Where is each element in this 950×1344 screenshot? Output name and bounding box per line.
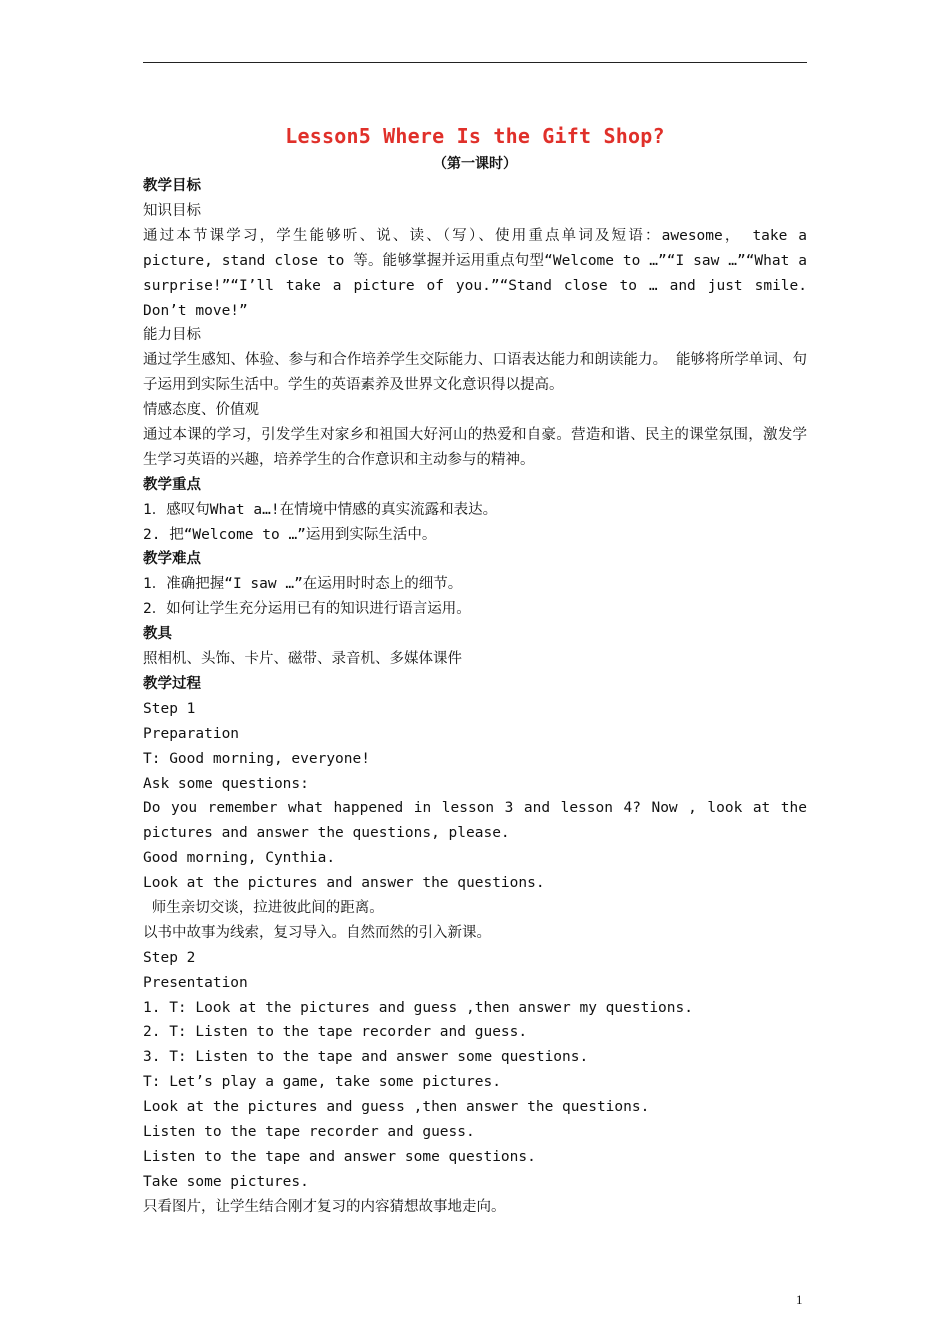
aids-text: 照相机、头饰、卡片、磁带、录音机、多媒体课件 [143,651,462,668]
step2-line: Step 2 [143,949,196,966]
ability-goal-text: 通过学生感知、体验、参与和合作培养学生交际能力、口语表达能力和朗读能力。 能够将所学单词、句子运用到实际生活中。学生的英语素养及世界文化意识得以提高。 [143,352,807,394]
knowledge-goal-label: 知识目标 [143,202,201,219]
step1-after-line: Good morning, Cynthia. [143,850,336,867]
lesson-subtitle: （第一课时） [433,156,517,172]
difficulty-2: 2．如何让学生充分运用已有的知识进行语言运用。 [143,601,471,618]
document-body [143,174,807,1220]
step1-line: T: Good morning, everyone! [143,750,370,767]
header-rule [143,62,807,63]
step1-line: Preparation [143,725,240,742]
emotion-goal-text: 通过本课的学习，引发学生对家乡和祖国大好河山的热爱和自豪。营造和谐、民主的课堂氛围，激发学生学习英语的兴趣，培养学生的合作意识和主动参与的精神。 [143,427,807,468]
step1-question: Do you remember what happened in lesson 3 and lesson 4? Now , look at the pictures and answer the questions, please. [143,800,807,842]
heading-process: 教学过程 [143,675,201,692]
step1-after-line: 以书中故事为线索，复习导入。自然而然的引入新课。 [143,924,491,941]
step2-line: Take some pictures. [143,1173,309,1190]
heading-aids: 教具 [143,626,172,643]
step2-line: 只看图片，让学生结合刚才复习的内容猜想故事地走向。 [143,1198,506,1215]
step2-line: 3. T: Listen to the tape and answer some questions. [143,1049,589,1066]
difficulty-1: 1．准确把握“I saw …”在运用时时态上的细节。 [143,576,463,593]
heading-key-points: 教学重点 [143,476,201,493]
step2-line: 1. T: Look at the pictures and guess ,then answer my questions. [143,999,693,1016]
step2-line: 2. T: Listen to the tape recorder and guess. [143,1024,528,1041]
emotion-goal-label: 情感态度、价值观 [143,402,259,419]
step2-line: Look at the pictures and guess ,then answer the questions. [143,1099,650,1116]
step2-line: Listen to the tape recorder and guess. [143,1124,475,1140]
lesson-title: Lesson5 Where Is the Gift Shop? [285,124,665,148]
key-point-1: 1．感叹句What a…!在情境中情感的真实流露和表达。 [143,501,498,518]
step1-line: Step 1 [143,700,196,717]
step1-after-line: Look at the pictures and answer the questions. [143,875,545,892]
step2-line: Presentation [143,974,248,991]
heading-goals: 教学目标 [143,178,201,194]
step1-line: Ask some questions: [143,775,309,792]
page-number: 1 [796,1292,803,1307]
step1-after-line: 师生亲切交谈，拉进彼此间的距离。 [143,899,384,916]
knowledge-goal-text: 通过本节课学习，学生能够听、说、读、（写）、使用重点单词及短语：awesome， take a picture, stand close to 等。能够掌握并运用重点句型“Welcome to …”“I saw …”“What a surprise!”“I’ll take a picture of you.”“Stand close to … and just smile. Don’t move!” [143,227,807,319]
key-point-2: 2. 把“Welcome to …”运用到实际生活中。 [143,526,437,543]
step2-line: T: Let’s play a game, take some pictures. [143,1074,501,1091]
step2-line: Listen to the tape and answer some questions. [143,1148,536,1165]
heading-difficulties: 教学难点 [143,551,201,568]
ability-goal-label: 能力目标 [143,327,201,344]
